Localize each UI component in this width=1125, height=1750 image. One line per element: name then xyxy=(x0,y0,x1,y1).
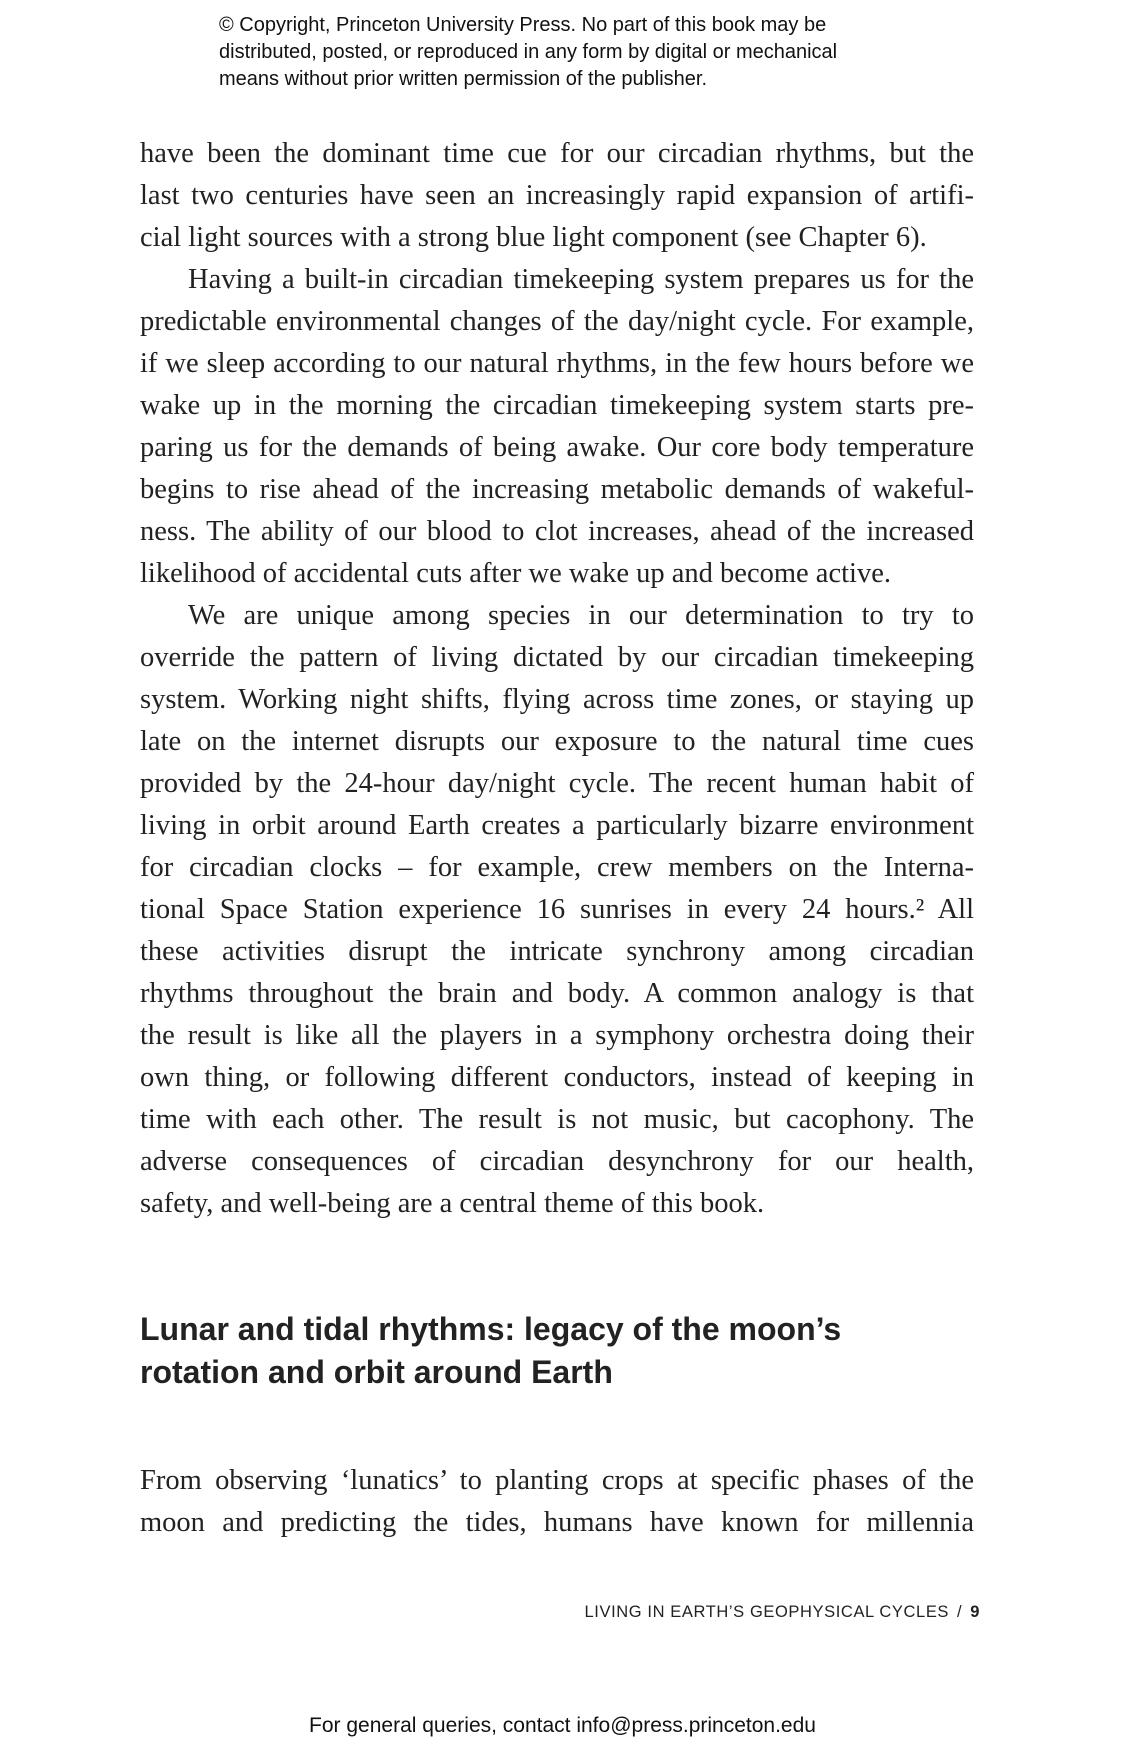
copyright-line-3: means without prior written permission of the publisher. xyxy=(219,68,708,90)
text-line: cial light sources with a strong blue light component (see Chapter 6). xyxy=(140,222,927,253)
text-line: rhythms throughout the brain and body. A common analogy is that xyxy=(140,978,974,1009)
running-footer xyxy=(585,1603,981,1622)
text-line: if we sleep according to our natural rhythms, in the few hours before we xyxy=(140,348,974,379)
text-line: living in orbit around Earth creates a particularly bizarre environment xyxy=(140,810,974,841)
text-line: provided by the 24-hour day/night cycle. The recent human habit of xyxy=(140,768,974,799)
text-line: ness. The ability of our blood to clot increases, ahead of the increased xyxy=(140,516,974,547)
text-line: tional Space Station experience 16 sunrises in every 24 hours.² All xyxy=(140,894,974,925)
text-line: predictable environmental changes of the day/night cycle. For example, xyxy=(140,306,974,337)
text-line: Having a built-in circadian timekeeping system prepares us for the xyxy=(188,264,974,295)
page-number: 9 xyxy=(970,1603,980,1621)
copyright-notice xyxy=(219,12,939,93)
text-line: these activities disrupt the intricate synchrony among circadian xyxy=(140,936,974,967)
copyright-line-2: distributed, posted, or reproduced in any form by digital or mechanical xyxy=(219,41,838,63)
text-line: moon and predicting the tides, humans have known for millennia xyxy=(140,1507,974,1538)
section-heading-line-2: rotation and orbit around Earth xyxy=(140,1354,613,1390)
copyright-line-1: © Copyright, Princeton University Press. No part of this book may be xyxy=(219,14,827,36)
section-heading xyxy=(140,1308,1000,1394)
text-line: begins to rise ahead of the increasing metabolic demands of wakeful- xyxy=(140,474,974,505)
body-text-block-2 xyxy=(140,1460,974,1544)
footer-separator: / xyxy=(957,1603,963,1621)
text-line: last two centuries have seen an increasingly rapid expansion of artifi- xyxy=(140,180,974,211)
text-line: wake up in the morning the circadian timekeeping system starts pre- xyxy=(140,390,974,421)
body-text-block-1 xyxy=(140,133,974,1225)
text-line: the result is like all the players in a symphony orchestra doing their xyxy=(140,1020,974,1051)
text-line: paring us for the demands of being awake. Our core body temperature xyxy=(140,432,974,463)
text-line: likelihood of accidental cuts after we wake up and become active. xyxy=(140,558,891,589)
text-line: time with each other. The result is not music, but cacophony. The xyxy=(140,1104,974,1135)
text-line: safety, and well-being are a central theme of this book. xyxy=(140,1188,765,1219)
contact-notice: For general queries, contact info@press.princeton.edu xyxy=(309,1714,816,1737)
text-line: have been the dominant time cue for our circadian rhythms, but the xyxy=(140,138,974,169)
text-line: From observing ‘lunatics’ to planting crops at specific phases of the xyxy=(140,1465,974,1496)
section-heading-line-1: Lunar and tidal rhythms: legacy of the moon’s xyxy=(140,1311,842,1347)
text-line: late on the internet disrupts our exposure to the natural time cues xyxy=(140,726,974,757)
text-line: for circadian clocks – for example, crew members on the Interna- xyxy=(140,852,974,883)
text-line: system. Working night shifts, flying across time zones, or staying up xyxy=(140,684,974,715)
text-line: We are unique among species in our determination to try to xyxy=(188,600,974,631)
text-line: adverse consequences of circadian desynchrony for our health, xyxy=(140,1146,974,1177)
running-title: LIVING IN EARTH’S GEOPHYSICAL CYCLES xyxy=(584,1603,950,1621)
text-line: own thing, or following different conductors, instead of keeping in xyxy=(140,1062,974,1093)
text-line: override the pattern of living dictated by our circadian timekeeping xyxy=(140,642,974,673)
